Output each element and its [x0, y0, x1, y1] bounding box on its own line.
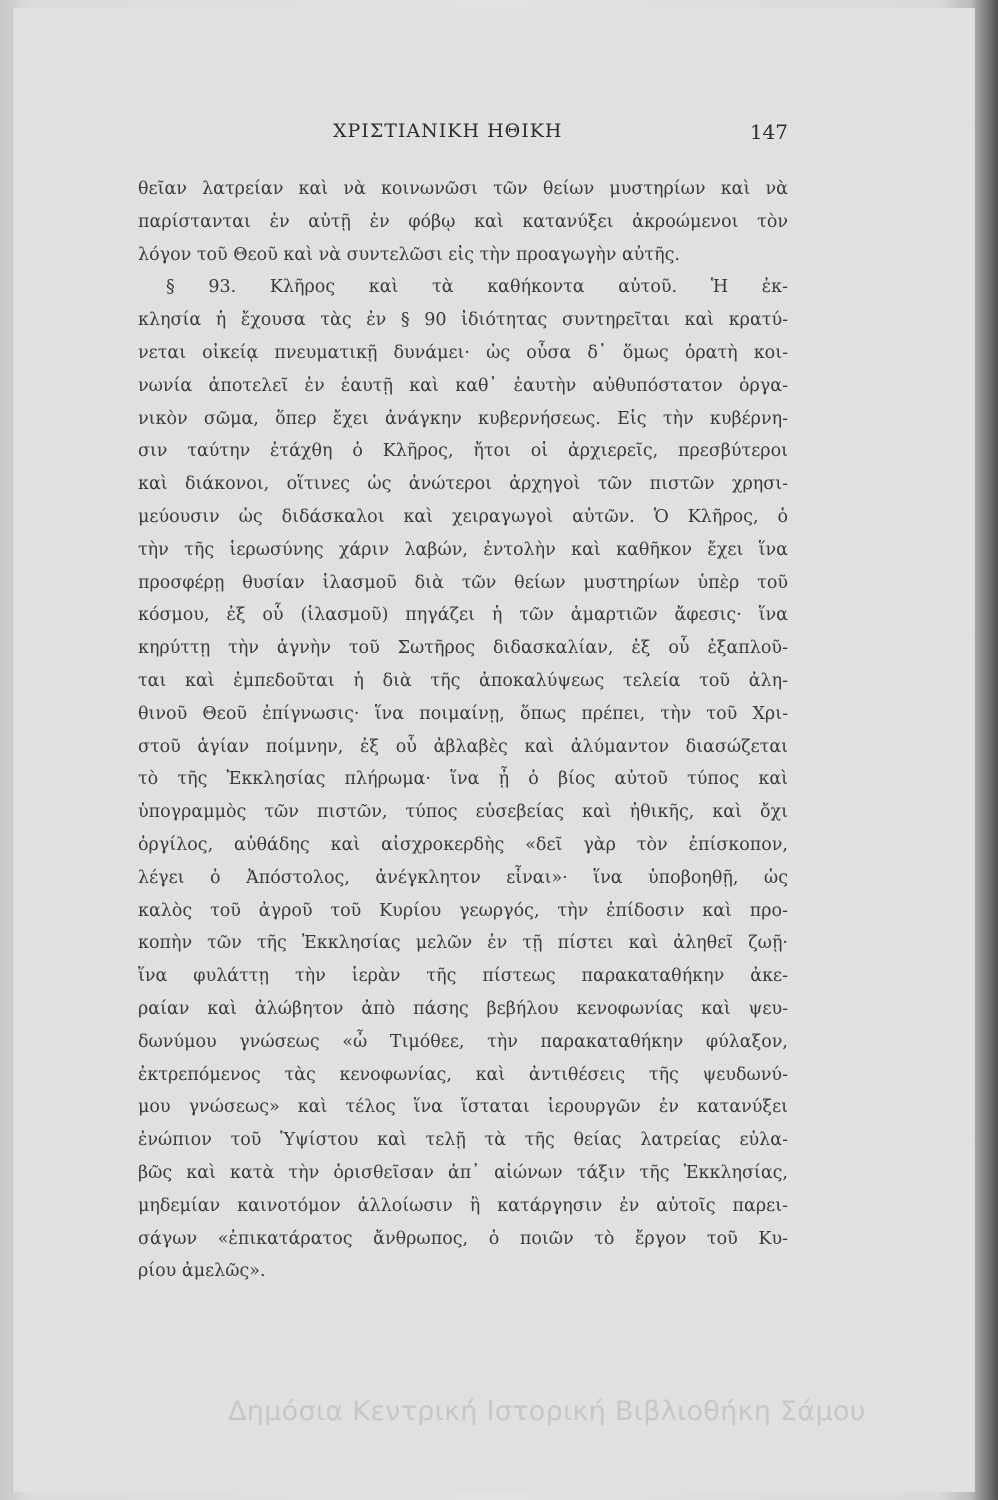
text-line: σιν ταύτην ἐτάχθη ὁ Κλῆρος, ἤτοι οἱ ἀρχιερεῖς, πρεσβύτεροι: [138, 441, 788, 462]
text-line: νεται οἰκείᾳ πνευματικῇ δυνάμει· ὡς οὖσα δ᾽ ὅμως ὁρατὴ κοι-: [138, 342, 788, 363]
text-line: στοῦ ἁγίαν ποίμνην, ἐξ οὗ ἀβλαβὲς καὶ ἀλύμαντον διασώζεται: [138, 736, 788, 757]
text-line: κλησία ἡ ἔχουσα τὰς ἐν § 90 ἰδιότητας συντηρεῖται καὶ κρατύ-: [138, 310, 788, 331]
text-line: μου γνώσεως» καὶ τέλος ἵνα ἵσταται ἱερουργῶν ἐν κατανύξει: [138, 1097, 788, 1118]
text-line: τὴν τῆς ἱερωσύνης χάριν λαβών, ἐντολὴν καὶ καθῆκον ἔχει ἵνα: [138, 539, 788, 560]
text-line: λέγει ὁ Ἀπόστολος, ἀνέγκλητον εἶναι»· ἵνα ὑποβοηθῇ, ὡς: [138, 867, 788, 888]
text-line: καὶ διάκονοι, οἵτινες ὡς ἀνώτεροι ἀρχηγοὶ τῶν πιστῶν χρησι-: [138, 474, 788, 495]
text-line: ὑπογραμμὸς τῶν πιστῶν, τύπος εὐσεβείας καὶ ἠθικῆς, καὶ ὄχι: [138, 802, 788, 823]
library-watermark: Δημόσια Κεντρική Ιστορική Βιβλιοθήκη Σάμου: [228, 1396, 866, 1427]
text-line: καλὸς τοῦ ἀγροῦ τοῦ Κυρίου γεωργός, τὴν ἐπίδοσιν καὶ προ-: [138, 900, 788, 921]
text-line: βῶς καὶ κατὰ τὴν ὁρισθεῖσαν ἀπ᾽ αἰώνων τάξιν τῆς Ἐκκλησίας,: [138, 1162, 788, 1183]
text-line: ἵνα φυλάττῃ τὴν ἱερὰν τῆς πίστεως παρακαταθήκην ἀκε-: [138, 966, 788, 987]
text-line: λόγον τοῦ Θεοῦ καὶ νὰ συντελῶσι εἰς τὴν προαγωγὴν αὐτῆς.: [138, 244, 680, 265]
text-line: ἐνώπιον τοῦ Ὑψίστου καὶ τελῇ τὰ τῆς θείας λατρείας εὐλα-: [138, 1130, 788, 1151]
running-title: ΧΡΙΣΤΙΑΝΙΚΗ ΗΘΙΚΗ: [333, 120, 563, 142]
text-line: ραίαν καὶ ἀλώβητον ἀπὸ πάσης βεβήλου κενοφωνίας καὶ ψευ-: [138, 998, 788, 1019]
page-number: 147: [749, 120, 788, 144]
text-line: μεύουσιν ὡς διδάσκαλοι καὶ χειραγωγοὶ αὐτῶν. Ὁ Κλῆρος, ὁ: [138, 506, 788, 527]
text-line: κόσμου, ἐξ οὗ (ἱλασμοῦ) πηγάζει ἡ τῶν ἁμαρτιῶν ἄφεσις· ἵνα: [138, 605, 788, 626]
text-line: παρίστανται ἐν αὐτῇ ἐν φόβῳ καὶ κατανύξει ἀκροώμενοι τὸν: [138, 211, 788, 232]
text-line: κηρύττῃ τὴν ἁγνὴν τοῦ Σωτῆρος διδασκαλίαν, ἐξ οὗ ἐξαπλοῦ-: [138, 638, 788, 659]
text-line: θινοῦ Θεοῦ ἐπίγνωσις· ἵνα ποιμαίνῃ, ὅπως πρέπει, τὴν τοῦ Χρι-: [138, 703, 788, 724]
text-line: δωνύμου γνώσεως «ὦ Τιμόθεε, τὴν παρακαταθήκην φύλαξον,: [138, 1031, 788, 1052]
text-line: ται καὶ ἐμπεδοῦται ἡ διὰ τῆς ἀποκαλύψεως τελεία τοῦ ἀλη-: [138, 670, 788, 691]
body-text: [138, 173, 788, 1288]
text-line: ἐκτρεπόμενος τὰς κενοφωνίας, καὶ ἀντιθέσεις τῆς ψευδωνύ-: [138, 1064, 788, 1085]
text-line: σάγων «ἐπικατάρατος ἄνθρωπος, ὁ ποιῶν τὸ ἔργον τοῦ Κυ-: [138, 1228, 788, 1249]
text-line: ρίου ἀμελῶς».: [138, 1261, 266, 1282]
text-line: ὀργίλος, αὐθάδης καὶ αἰσχροκερδὴς «δεῖ γὰρ τὸν ἐπίσκοπον,: [138, 834, 788, 855]
section-heading-line: § 93. Κλῆρος καὶ τὰ καθήκοντα αὐτοῦ. Ἡ ἐκ-: [166, 277, 788, 298]
text-line: θεῖαν λατρείαν καὶ νὰ κοινωνῶσι τῶν θείων μυστηρίων καὶ νὰ: [138, 179, 788, 199]
page-header: [133, 120, 788, 150]
page-edge-shadow: [972, 0, 998, 1500]
text-line: κοπὴν τῶν τῆς Ἐκκλησίας μελῶν ἐν τῇ πίστει καὶ ἀληθεῖ ζωῇ·: [138, 933, 788, 954]
text-line: μηδεμίαν καινοτόμον ἀλλοίωσιν ἢ κατάργησιν ἐν αὐτοῖς παρει-: [138, 1195, 788, 1216]
text-line: προσφέρῃ θυσίαν ἱλασμοῦ διὰ τῶν θείων μυστηρίων ὑπὲρ τοῦ: [138, 572, 788, 593]
text-line: νωνία ἀποτελεῖ ἐν ἑαυτῇ καὶ καθ᾽ ἑαυτὴν αὐθυπόστατον ὀργα-: [138, 375, 788, 396]
text-line: τὸ τῆς Ἐκκλησίας πλήρωμα· ἵνα ᾖ ὁ βίος αὐτοῦ τύπος καὶ: [138, 769, 788, 790]
text-line: νικὸν σῶμα, ὅπερ ἔχει ἀνάγκην κυβερνήσεως. Εἰς τὴν κυβέρνη-: [138, 408, 788, 429]
